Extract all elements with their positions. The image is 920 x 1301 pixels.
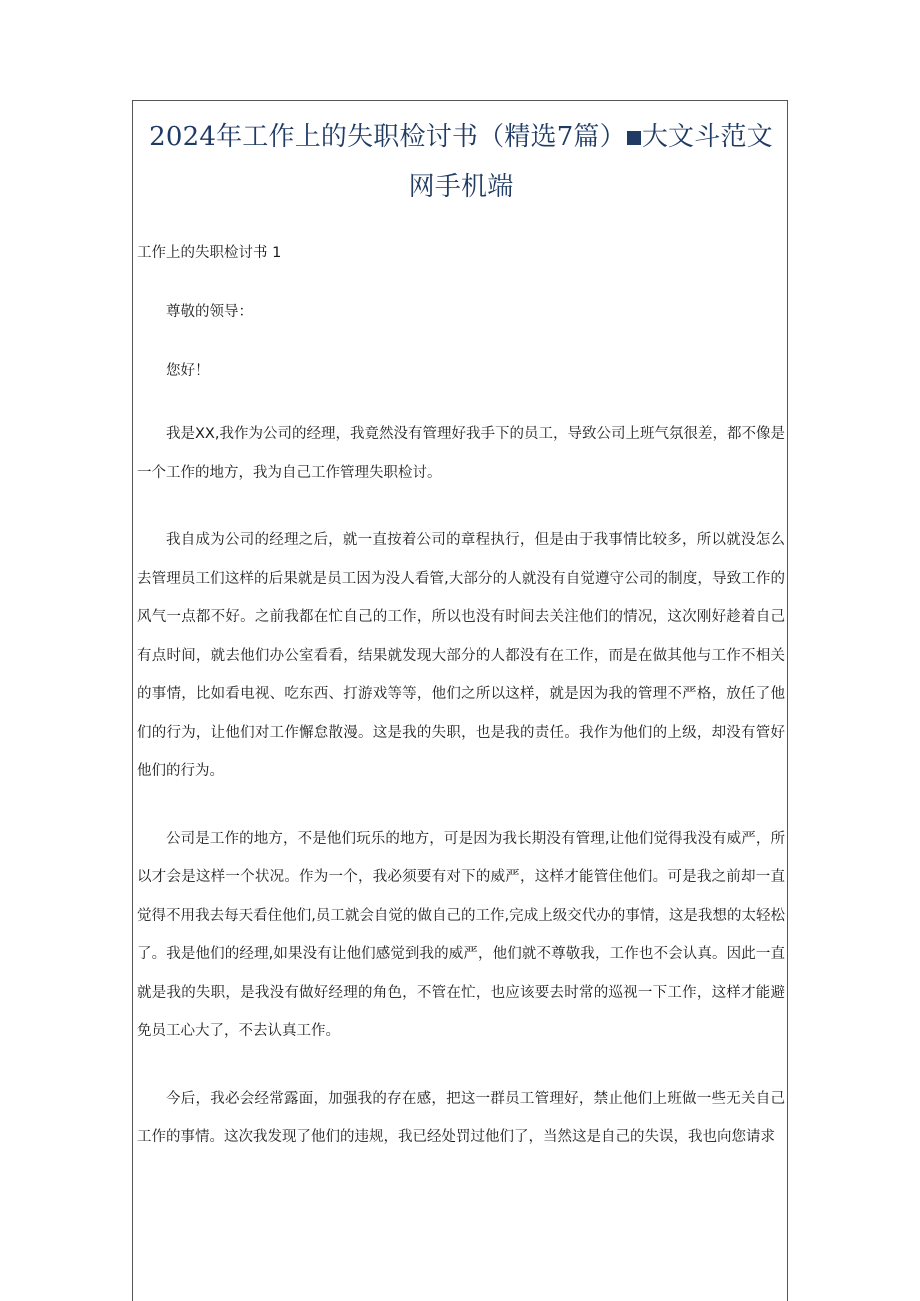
title-main: 2024年工作上的失职检讨书（精选7篇） bbox=[149, 122, 626, 152]
document-title bbox=[137, 112, 785, 212]
paragraph: 我自成为公司的经理之后，就一直按着公司的章程执行，但是由于我事情比较多，所以就没怎么去管理员工们这样的后果就是员工因为没人看管,大部分的人就没有自觉遵守公司的制度，导致工作的风气一点都不好。之前我都在忙自己的工作，所以也没有时间去关注他们的情况，这次刚好趁着自己有点时间，就去他们办公室看看，结果就发现大部分的人都没有在工作，而是在做其他与工作不相关的事情，比如看电视、吃东西、打游戏等等，他们之所以这样，就是因为我的管理不严格，放任了他们的行为，让他们对工作懈怠散漫。这是我的失职，也是我的责任。我作为他们的上级，却没有管好他们的行为。 bbox=[137, 532, 785, 779]
paragraph: 公司是工作的地方，不是他们玩乐的地方，可是因为我长期没有管理,让他们觉得我没有威严，所以才会是这样一个状况。作为一个，我必须要有对下的威严，这样才能管住他们。可是我之前却一直觉得不用我去每天看住他们,员工就会自觉的做自己的工作,完成上级交代办的事情，这是我想的太轻松了。我是他们的经理,如果没有让他们感觉到我的威严，他们就不尊敬我，工作也不会认真。因此一直就是我的失职，是我没有做好经理的角色，不管在忙，也应该要去时常的巡视一下工作，这样才能避免员工心大了，不去认真工作。 bbox=[137, 830, 785, 1039]
paragraph: 今后，我必会经常露面，加强我的存在感，把这一群员工管理好，禁止他们上班做一些无关自己工作的事情。这次我发现了他们的违规，我已经处罚过他们了，当然这是自己的失误，我也向您请求 bbox=[137, 1090, 785, 1145]
square-bullet-icon bbox=[627, 131, 641, 145]
section-heading: 工作上的失职检讨书 1 bbox=[137, 245, 282, 261]
document-body bbox=[137, 238, 785, 1186]
paragraph: 我是XX,我作为公司的经理，我竟然没有管理好我手下的员工，导致公司上班气氛很差，都不像是一个工作的地方，我为自己工作管理失职检讨。 bbox=[137, 426, 785, 481]
greeting: 您好！ bbox=[166, 363, 210, 379]
title-site: 大文斗范文网手机端 bbox=[408, 122, 773, 202]
salutation: 尊敬的领导： bbox=[166, 304, 253, 320]
